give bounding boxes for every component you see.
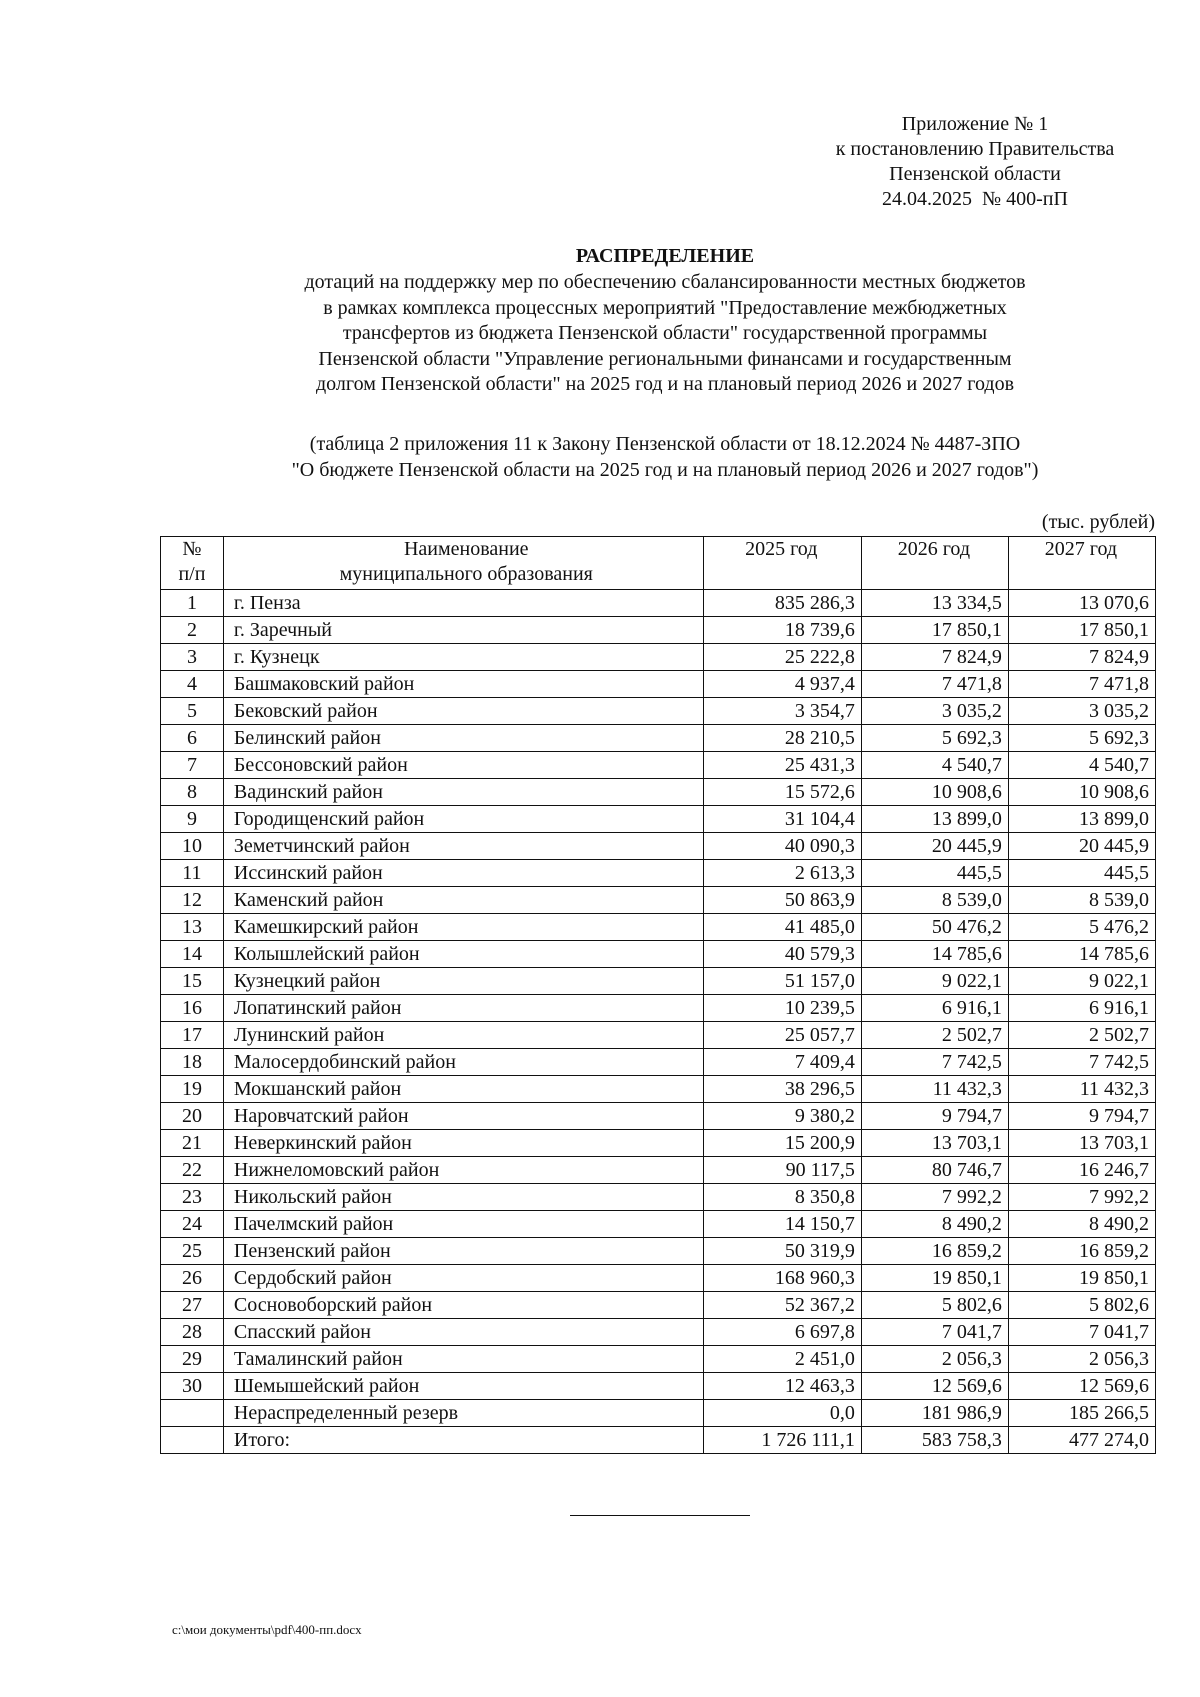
row-municipality: Бессоновский район: [223, 752, 703, 779]
subtitle-line: трансфертов из бюджета Пензенской области" государственной программы: [342, 322, 988, 344]
row-municipality: Итого:: [223, 1427, 703, 1454]
row-municipality: Мокшанский район: [223, 1076, 703, 1103]
row-value-2025: 28 210,5: [703, 725, 861, 752]
row-value-2026: 17 850,1: [861, 617, 1008, 644]
row-value-2027: 7 041,7: [1008, 1319, 1155, 1346]
row-number: 1: [161, 590, 224, 617]
table-row: [161, 914, 1156, 941]
row-value-2027: 13 070,6: [1008, 590, 1155, 617]
row-municipality: Земетчинский район: [223, 833, 703, 860]
row-value-2027: 10 908,6: [1008, 779, 1155, 806]
table-row: [161, 995, 1156, 1022]
table-row: [161, 968, 1156, 995]
row-value-2026: 13 334,5: [861, 590, 1008, 617]
table-row: [161, 1427, 1156, 1454]
row-municipality: Камешкирский район: [223, 914, 703, 941]
row-value-2025: 18 739,6: [703, 617, 861, 644]
row-value-2026: 50 476,2: [861, 914, 1008, 941]
row-number: 24: [161, 1211, 224, 1238]
table-row: [161, 941, 1156, 968]
row-number: 5: [161, 698, 224, 725]
row-value-2027: 20 445,9: [1008, 833, 1155, 860]
row-value-2026: 7 992,2: [861, 1184, 1008, 1211]
row-municipality: Каменский район: [223, 887, 703, 914]
row-municipality: Городищенский район: [223, 806, 703, 833]
row-number: 18: [161, 1049, 224, 1076]
footer-file-path: c:\мои документы\pdf\400-пп.docx: [172, 1622, 362, 1637]
row-number: [161, 1427, 224, 1454]
row-value-2025: 25 431,3: [703, 752, 861, 779]
row-value-2027: 7 471,8: [1008, 671, 1155, 698]
row-number: 6: [161, 725, 224, 752]
row-value-2027: 5 802,6: [1008, 1292, 1155, 1319]
row-number: 23: [161, 1184, 224, 1211]
table-row: [161, 1157, 1156, 1184]
table-row: [161, 752, 1156, 779]
row-value-2026: 8 490,2: [861, 1211, 1008, 1238]
appendix-reference: к постановлению Правительства: [835, 138, 1115, 160]
row-value-2026: 5 802,6: [861, 1292, 1008, 1319]
row-municipality: Шемышейский район: [223, 1373, 703, 1400]
row-value-2027: 8 490,2: [1008, 1211, 1155, 1238]
table-row: [161, 860, 1156, 887]
row-value-2025: 40 579,3: [703, 941, 861, 968]
row-municipality: Белинский район: [223, 725, 703, 752]
reference-line: "О бюджете Пензенской области на 2025 год и на плановый период 2026 и 2027 годов"): [291, 458, 1039, 481]
table-row: [161, 1049, 1156, 1076]
row-municipality: Нераспределенный резерв: [223, 1400, 703, 1427]
row-number: 19: [161, 1076, 224, 1103]
table-row: [161, 698, 1156, 725]
row-value-2026: 7 742,5: [861, 1049, 1008, 1076]
row-municipality: г. Заречный: [223, 617, 703, 644]
row-number: 25: [161, 1238, 224, 1265]
row-value-2025: 15 572,6: [703, 779, 861, 806]
header-name-line1: Наименование: [403, 538, 529, 560]
row-number: 26: [161, 1265, 224, 1292]
appendix-date-number: 24.04.2025 № 400-пП: [882, 188, 1068, 210]
row-value-2025: 25 222,8: [703, 644, 861, 671]
row-number: 13: [161, 914, 224, 941]
row-value-2027: 6 916,1: [1008, 995, 1155, 1022]
row-value-2026: 445,5: [861, 860, 1008, 887]
row-number: 30: [161, 1373, 224, 1400]
table-row: [161, 617, 1156, 644]
row-value-2025: 25 057,7: [703, 1022, 861, 1049]
row-municipality: Сердобский район: [223, 1265, 703, 1292]
reference-line: (таблица 2 приложения 11 к Закону Пензенской области от 18.12.2024 № 4487-ЗПО: [309, 433, 1021, 455]
row-municipality: Башмаковский район: [223, 671, 703, 698]
row-value-2025: 50 863,9: [703, 887, 861, 914]
row-value-2026: 13 899,0: [861, 806, 1008, 833]
header-2026: 2026 год: [861, 537, 1008, 590]
row-municipality: Кузнецкий район: [223, 968, 703, 995]
row-number: 16: [161, 995, 224, 1022]
row-value-2026: 13 703,1: [861, 1130, 1008, 1157]
row-value-2026: 19 850,1: [861, 1265, 1008, 1292]
row-value-2027: 19 850,1: [1008, 1265, 1155, 1292]
row-value-2027: 8 539,0: [1008, 887, 1155, 914]
row-value-2026: 14 785,6: [861, 941, 1008, 968]
row-value-2027: 5 692,3: [1008, 725, 1155, 752]
row-value-2027: 185 266,5: [1008, 1400, 1155, 1427]
row-number: 9: [161, 806, 224, 833]
row-municipality: Колышлейский район: [223, 941, 703, 968]
row-number: 3: [161, 644, 224, 671]
row-value-2025: 8 350,8: [703, 1184, 861, 1211]
table-row: [161, 1184, 1156, 1211]
header-number-line1: №: [182, 538, 202, 560]
row-value-2027: 445,5: [1008, 860, 1155, 887]
row-value-2025: 9 380,2: [703, 1103, 861, 1130]
row-municipality: Нижнеломовский район: [223, 1157, 703, 1184]
row-number: 20: [161, 1103, 224, 1130]
row-value-2025: 15 200,9: [703, 1130, 861, 1157]
row-value-2027: 16 246,7: [1008, 1157, 1155, 1184]
row-value-2027: 2 502,7: [1008, 1022, 1155, 1049]
row-municipality: Иссинский район: [223, 860, 703, 887]
row-value-2027: 9 022,1: [1008, 968, 1155, 995]
row-value-2025: 14 150,7: [703, 1211, 861, 1238]
row-value-2025: 168 960,3: [703, 1265, 861, 1292]
row-municipality: г. Кузнецк: [223, 644, 703, 671]
row-number: 27: [161, 1292, 224, 1319]
row-value-2027: 14 785,6: [1008, 941, 1155, 968]
table-row: [161, 1400, 1156, 1427]
row-value-2027: 2 056,3: [1008, 1346, 1155, 1373]
row-value-2026: 583 758,3: [861, 1427, 1008, 1454]
row-value-2027: 16 859,2: [1008, 1238, 1155, 1265]
row-value-2027: 477 274,0: [1008, 1427, 1155, 1454]
document-subtitle: [160, 270, 1170, 398]
row-value-2027: 7 742,5: [1008, 1049, 1155, 1076]
row-municipality: г. Пенза: [223, 590, 703, 617]
row-value-2025: 2 613,3: [703, 860, 861, 887]
row-value-2026: 7 471,8: [861, 671, 1008, 698]
row-municipality: Вадинский район: [223, 779, 703, 806]
row-value-2027: 17 850,1: [1008, 617, 1155, 644]
row-number: 21: [161, 1130, 224, 1157]
row-value-2026: 7 824,9: [861, 644, 1008, 671]
table-row: [161, 806, 1156, 833]
row-municipality: Пачелмский район: [223, 1211, 703, 1238]
table-row: [161, 1076, 1156, 1103]
row-value-2026: 11 432,3: [861, 1076, 1008, 1103]
table-row: [161, 590, 1156, 617]
row-value-2026: 9 022,1: [861, 968, 1008, 995]
row-municipality: Лунинский район: [223, 1022, 703, 1049]
row-value-2025: 0,0: [703, 1400, 861, 1427]
table-row: [161, 1319, 1156, 1346]
distribution-table: [160, 536, 1156, 1454]
table-header: [161, 537, 1156, 590]
header-number: [161, 537, 224, 590]
header-name: [223, 537, 703, 590]
row-municipality: Тамалинский район: [223, 1346, 703, 1373]
row-value-2027: 13 899,0: [1008, 806, 1155, 833]
row-value-2025: 3 354,7: [703, 698, 861, 725]
subtitle-line: дотаций на поддержку мер по обеспечению сбалансированности местных бюджетов: [304, 271, 1026, 293]
row-number: 28: [161, 1319, 224, 1346]
row-value-2027: 11 432,3: [1008, 1076, 1155, 1103]
row-value-2025: 4 937,4: [703, 671, 861, 698]
table-row: [161, 887, 1156, 914]
row-value-2026: 7 041,7: [861, 1319, 1008, 1346]
row-value-2026: 10 908,6: [861, 779, 1008, 806]
row-number: 22: [161, 1157, 224, 1184]
table-row: [161, 1022, 1156, 1049]
header-2025: 2025 год: [703, 537, 861, 590]
header-2027: 2027 год: [1008, 537, 1155, 590]
row-municipality: Малосердобинский район: [223, 1049, 703, 1076]
row-municipality: Неверкинский район: [223, 1130, 703, 1157]
table-row: [161, 779, 1156, 806]
header-name-line2: муниципального образования: [339, 563, 593, 585]
row-number: 12: [161, 887, 224, 914]
row-value-2027: 3 035,2: [1008, 698, 1155, 725]
row-value-2027: 7 992,2: [1008, 1184, 1155, 1211]
header-number-line2: п/п: [178, 563, 206, 585]
row-value-2025: 40 090,3: [703, 833, 861, 860]
row-number: 8: [161, 779, 224, 806]
row-number: [161, 1400, 224, 1427]
table-row: [161, 1238, 1156, 1265]
row-value-2026: 12 569,6: [861, 1373, 1008, 1400]
table-row: [161, 725, 1156, 752]
table-row: [161, 833, 1156, 860]
row-value-2025: 51 157,0: [703, 968, 861, 995]
table-row: [161, 671, 1156, 698]
row-value-2026: 181 986,9: [861, 1400, 1008, 1427]
subtitle-line: в рамках комплекса процессных мероприятий "Предоставление межбюджетных: [323, 296, 1007, 319]
row-value-2025: 41 485,0: [703, 914, 861, 941]
row-value-2027: 13 703,1: [1008, 1130, 1155, 1157]
row-number: 11: [161, 860, 224, 887]
row-value-2025: 7 409,4: [703, 1049, 861, 1076]
table-row: [161, 1211, 1156, 1238]
row-value-2025: 1 726 111,1: [703, 1427, 861, 1454]
row-value-2025: 38 296,5: [703, 1076, 861, 1103]
row-value-2025: 52 367,2: [703, 1292, 861, 1319]
row-number: 29: [161, 1346, 224, 1373]
row-municipality: Никольский район: [223, 1184, 703, 1211]
row-municipality: Бековский район: [223, 698, 703, 725]
row-municipality: Пензенский район: [223, 1238, 703, 1265]
row-number: 7: [161, 752, 224, 779]
row-municipality: Лопатинский район: [223, 995, 703, 1022]
row-value-2026: 20 445,9: [861, 833, 1008, 860]
row-value-2026: 3 035,2: [861, 698, 1008, 725]
table-row: [161, 1346, 1156, 1373]
row-number: 15: [161, 968, 224, 995]
end-separator-line: [570, 1515, 750, 1516]
row-value-2027: 7 824,9: [1008, 644, 1155, 671]
row-number: 10: [161, 833, 224, 860]
row-municipality: Спасский район: [223, 1319, 703, 1346]
row-value-2026: 2 056,3: [861, 1346, 1008, 1373]
row-value-2027: 12 569,6: [1008, 1373, 1155, 1400]
row-value-2027: 5 476,2: [1008, 914, 1155, 941]
table-row: [161, 1265, 1156, 1292]
table-body: [161, 590, 1156, 1454]
row-value-2025: 835 286,3: [703, 590, 861, 617]
row-value-2025: 12 463,3: [703, 1373, 861, 1400]
row-value-2025: 10 239,5: [703, 995, 861, 1022]
row-value-2025: 6 697,8: [703, 1319, 861, 1346]
row-municipality: Наровчатский район: [223, 1103, 703, 1130]
subtitle-line: долгом Пензенской области" на 2025 год и на плановый период 2026 и 2027 годов: [315, 373, 1015, 395]
appendix-block: [790, 112, 1160, 212]
table-row: [161, 644, 1156, 671]
row-value-2026: 8 539,0: [861, 887, 1008, 914]
table-row: [161, 1373, 1156, 1400]
row-number: 2: [161, 617, 224, 644]
row-value-2026: 80 746,7: [861, 1157, 1008, 1184]
row-value-2025: 31 104,4: [703, 806, 861, 833]
appendix-region: Пензенской области: [889, 163, 1061, 185]
row-value-2025: 90 117,5: [703, 1157, 861, 1184]
row-value-2026: 9 794,7: [861, 1103, 1008, 1130]
row-number: 4: [161, 671, 224, 698]
row-value-2025: 2 451,0: [703, 1346, 861, 1373]
subtitle-line: Пензенской области "Управление региональными финансами и государственным: [318, 347, 1012, 370]
row-value-2026: 4 540,7: [861, 752, 1008, 779]
row-value-2026: 5 692,3: [861, 725, 1008, 752]
law-reference: [160, 432, 1170, 483]
row-value-2026: 16 859,2: [861, 1238, 1008, 1265]
document-title: РАСПРЕДЕЛЕНИЕ: [575, 245, 755, 267]
row-number: 14: [161, 941, 224, 968]
row-value-2026: 2 502,7: [861, 1022, 1008, 1049]
appendix-number: Приложение № 1: [901, 113, 1049, 135]
table-row: [161, 1130, 1156, 1157]
table-row: [161, 1103, 1156, 1130]
row-number: 17: [161, 1022, 224, 1049]
row-value-2027: 9 794,7: [1008, 1103, 1155, 1130]
row-municipality: Сосновоборский район: [223, 1292, 703, 1319]
row-value-2025: 50 319,9: [703, 1238, 861, 1265]
row-value-2026: 6 916,1: [861, 995, 1008, 1022]
row-value-2027: 4 540,7: [1008, 752, 1155, 779]
unit-label: (тыс. рублей): [1041, 511, 1155, 533]
table-row: [161, 1292, 1156, 1319]
